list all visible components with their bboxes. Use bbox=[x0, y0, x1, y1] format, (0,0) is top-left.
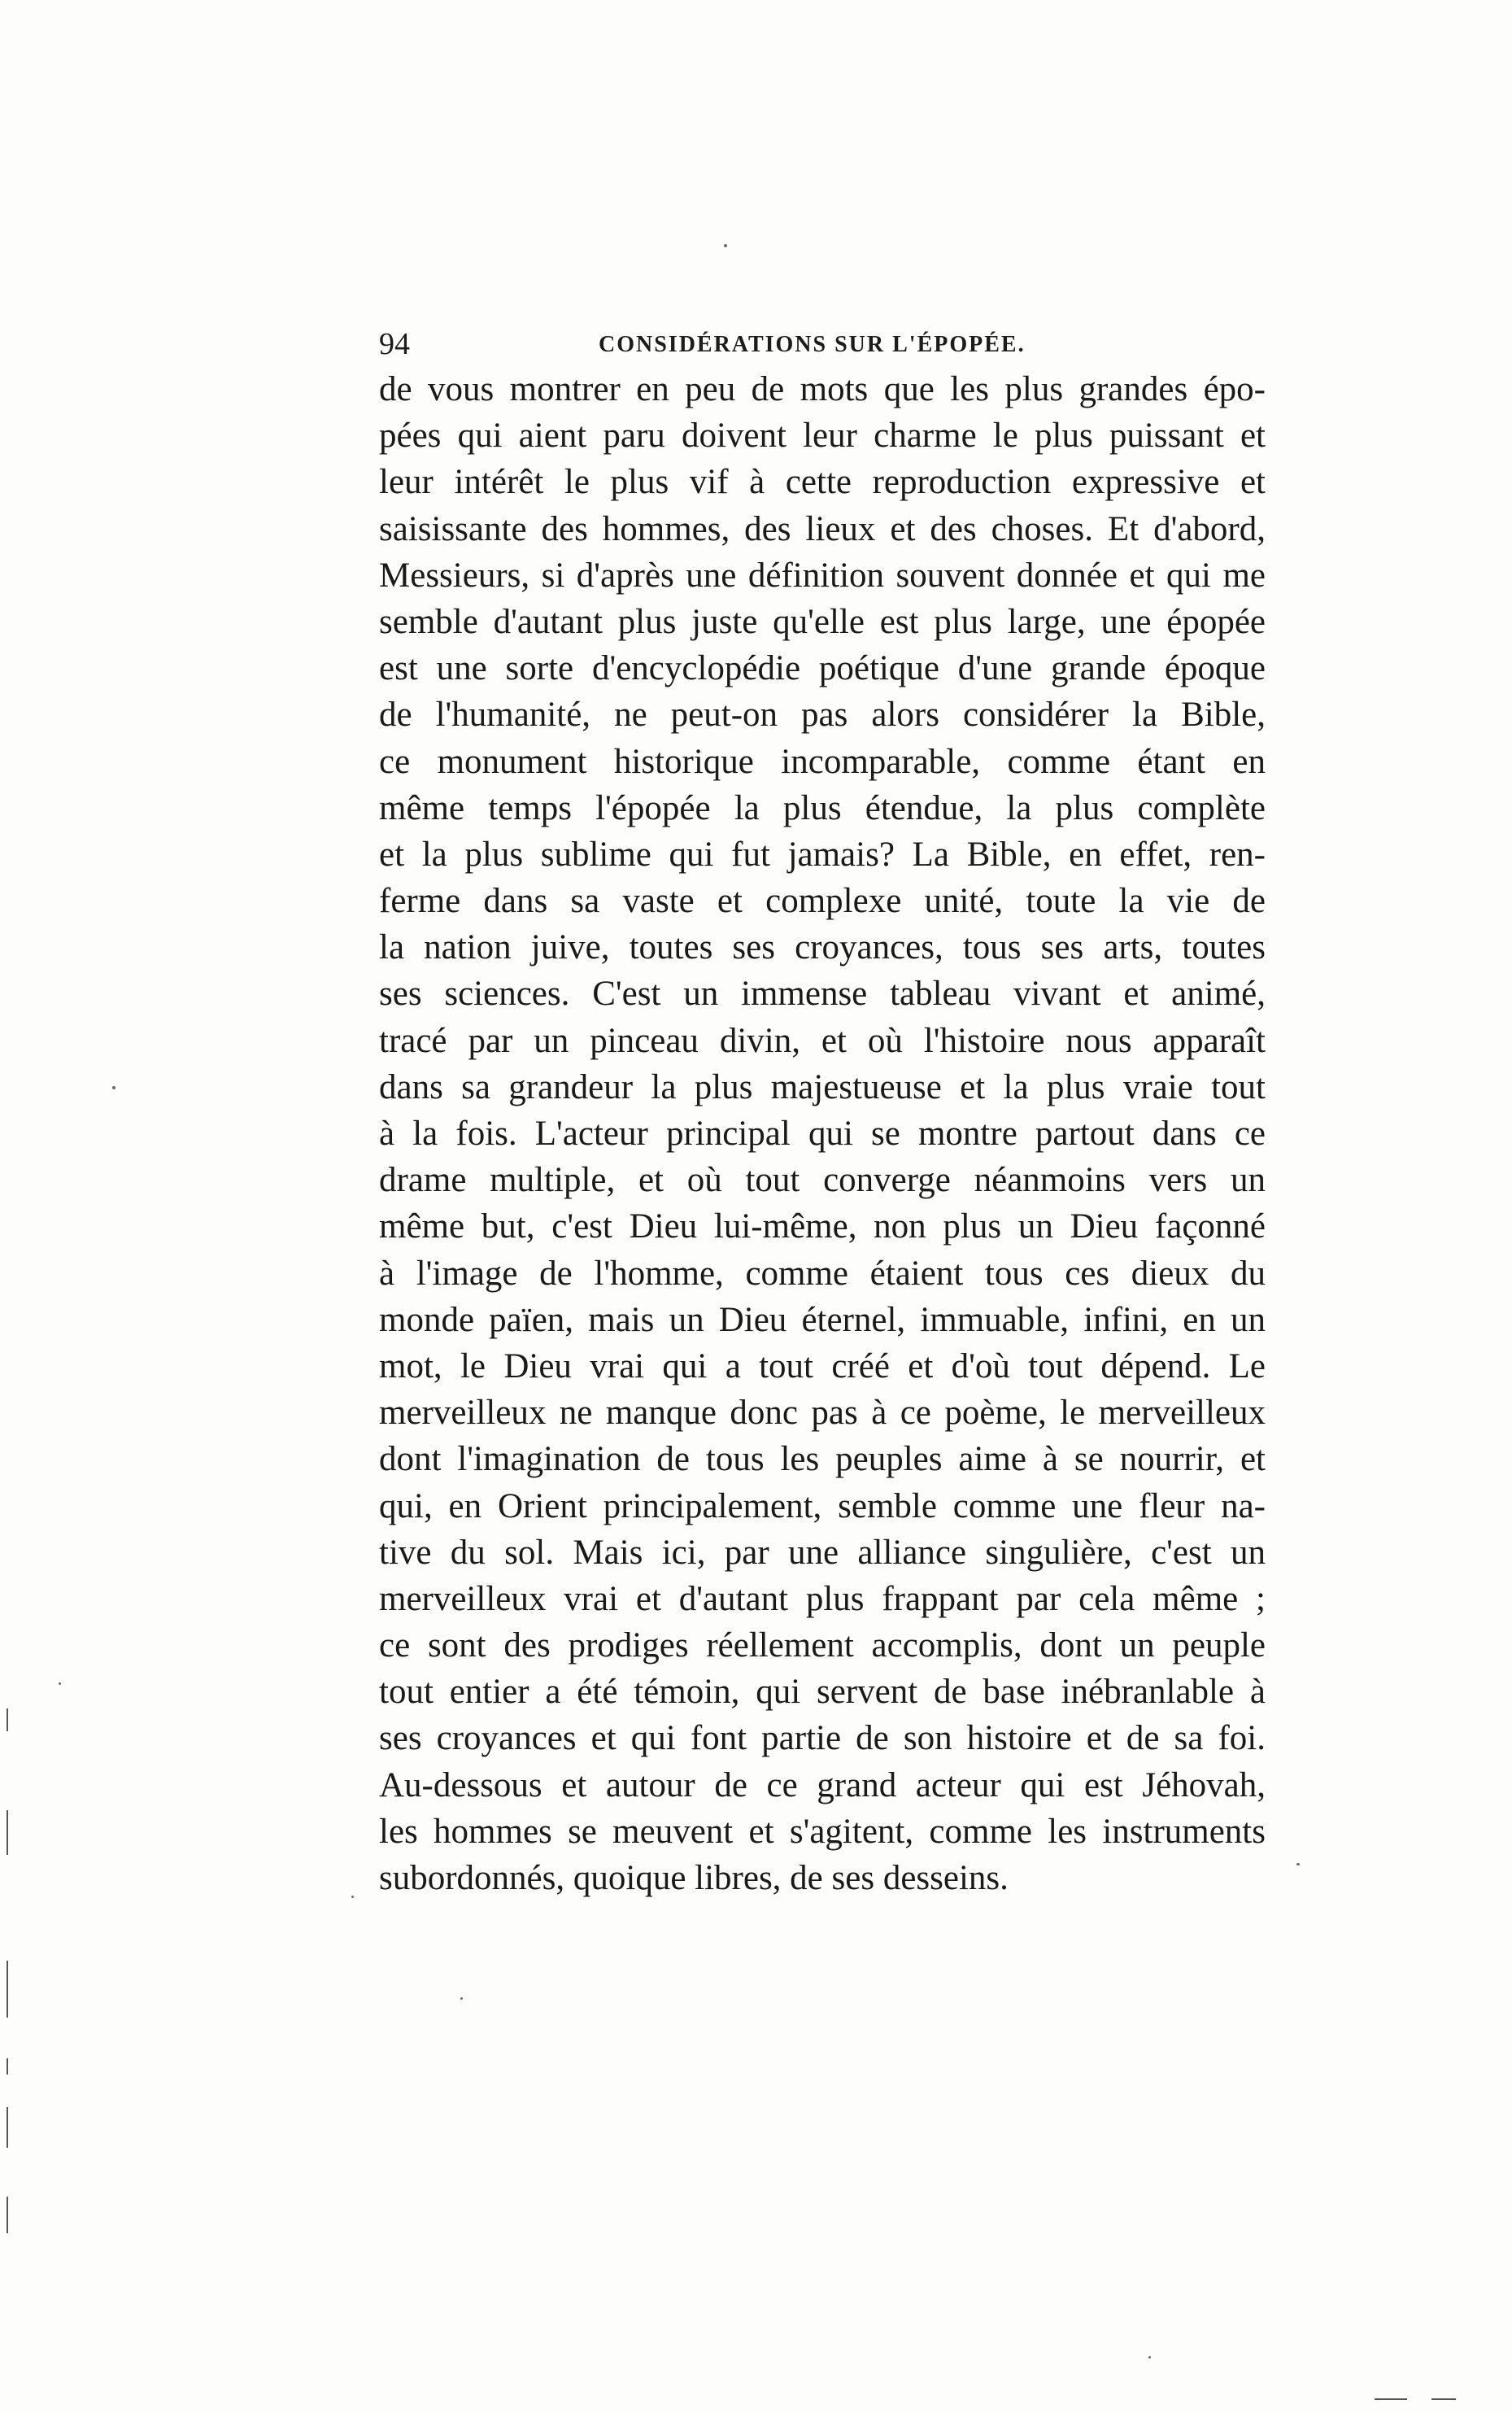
text-line: dont l'imagination de tous les peuples aime à se nourrir, et bbox=[379, 1440, 1266, 1479]
text-line: de vous montrer en peu de mots que les plus grandes épo- bbox=[379, 370, 1266, 408]
body-text bbox=[379, 366, 1266, 1901]
scan-speck bbox=[1148, 2356, 1151, 2358]
text-line: de l'humanité, ne peut-on pas alors considérer la Bible, bbox=[379, 696, 1266, 735]
text-line: pées qui aient paru doivent leur charme le plus puissant et bbox=[379, 417, 1266, 456]
text-line: les hommes se meuvent et s'agitent, comme les instruments bbox=[379, 1812, 1266, 1851]
text-line: même but, c'est Dieu lui-même, non plus un Dieu façonné bbox=[379, 1207, 1266, 1246]
running-head: CONSIDÉRATIONS SUR L'ÉPOPÉE. bbox=[599, 332, 1026, 357]
text-line: tracé par un pinceau divin, et où l'histoire nous apparaît bbox=[379, 1021, 1266, 1060]
scan-speck bbox=[351, 1896, 354, 1898]
scan-speck bbox=[1296, 1863, 1300, 1865]
margin-mark bbox=[7, 2107, 8, 2148]
margin-mark bbox=[7, 1810, 8, 1855]
scan-speck bbox=[460, 1997, 463, 2000]
text-line: et la plus sublime qui fut jamais? La Bible, en effet, ren- bbox=[379, 835, 1266, 874]
text-line: monde païen, mais un Dieu éternel, immuable, infini, en un bbox=[379, 1300, 1266, 1339]
margin-mark bbox=[1375, 2398, 1407, 2400]
text-line: ce monument historique incomparable, comme étant en bbox=[379, 742, 1266, 781]
margin-mark bbox=[1431, 2398, 1456, 2400]
text-line: saisissante des hommes, des lieux et des choses. Et d'abord, bbox=[379, 509, 1266, 548]
margin-mark bbox=[7, 1961, 8, 2018]
margin-mark bbox=[7, 2197, 8, 2233]
text-line: la nation juive, toutes ses croyances, tous ses arts, toutes bbox=[379, 928, 1266, 967]
text-line: mot, le Dieu vrai qui a tout créé et d'où tout dépend. Le bbox=[379, 1346, 1266, 1385]
page-number: 94 bbox=[379, 327, 410, 361]
page-header bbox=[379, 324, 1257, 364]
text-line: est une sorte d'encyclopédie poétique d'une grande époque bbox=[379, 649, 1266, 688]
text-line: Au-dessous et autour de ce grand acteur qui est Jéhovah, bbox=[379, 1765, 1266, 1804]
text-line: ce sont des prodiges réellement accomplis, dont un peuple bbox=[379, 1626, 1266, 1665]
text-line: ferme dans sa vaste et complexe unité, toute la vie de bbox=[379, 882, 1266, 921]
text-line: semble d'autant plus juste qu'elle est plus large, une épopée bbox=[379, 602, 1266, 641]
text-line: à la fois. L'acteur principal qui se montre partout dans ce bbox=[379, 1115, 1266, 1153]
margin-mark bbox=[7, 1708, 8, 1731]
text-line: merveilleux vrai et d'autant plus frappant par cela même ; bbox=[379, 1579, 1266, 1618]
scan-speck bbox=[59, 1682, 61, 1685]
text-line: ses sciences. C'est un immense tableau vivant et animé, bbox=[379, 975, 1266, 1014]
scan-speck bbox=[112, 1086, 115, 1089]
text-line: qui, en Orient principalement, semble comme une fleur na- bbox=[379, 1486, 1266, 1525]
text-line: merveilleux ne manque donc pas à ce poème, le merveilleux bbox=[379, 1394, 1266, 1433]
text-line: subordonnés, quoique libres, de ses desseins. bbox=[379, 1859, 1009, 1897]
text-line: Messieurs, si d'après une définition souvent donnée et qui me bbox=[379, 556, 1266, 595]
text-line: tout entier a été témoin, qui servent de base inébranlable à bbox=[379, 1673, 1266, 1712]
text-line: à l'image de l'homme, comme étaient tous ces dieux du bbox=[379, 1254, 1266, 1293]
text-line: ses croyances et qui font partie de son histoire et de sa foi. bbox=[379, 1719, 1266, 1758]
text-line: drame multiple, et où tout converge néanmoins vers un bbox=[379, 1161, 1266, 1200]
text-line: dans sa grandeur la plus majestueuse et la plus vraie tout bbox=[379, 1067, 1266, 1106]
text-line: leur intérêt le plus vif à cette reproduction expressive et bbox=[379, 463, 1266, 502]
scan-speck bbox=[724, 244, 727, 247]
text-line: même temps l'épopée la plus étendue, la plus complète bbox=[379, 788, 1266, 827]
text-line: tive du sol. Mais ici, par une alliance singulière, c'est un bbox=[379, 1533, 1266, 1572]
margin-mark bbox=[7, 2058, 8, 2075]
